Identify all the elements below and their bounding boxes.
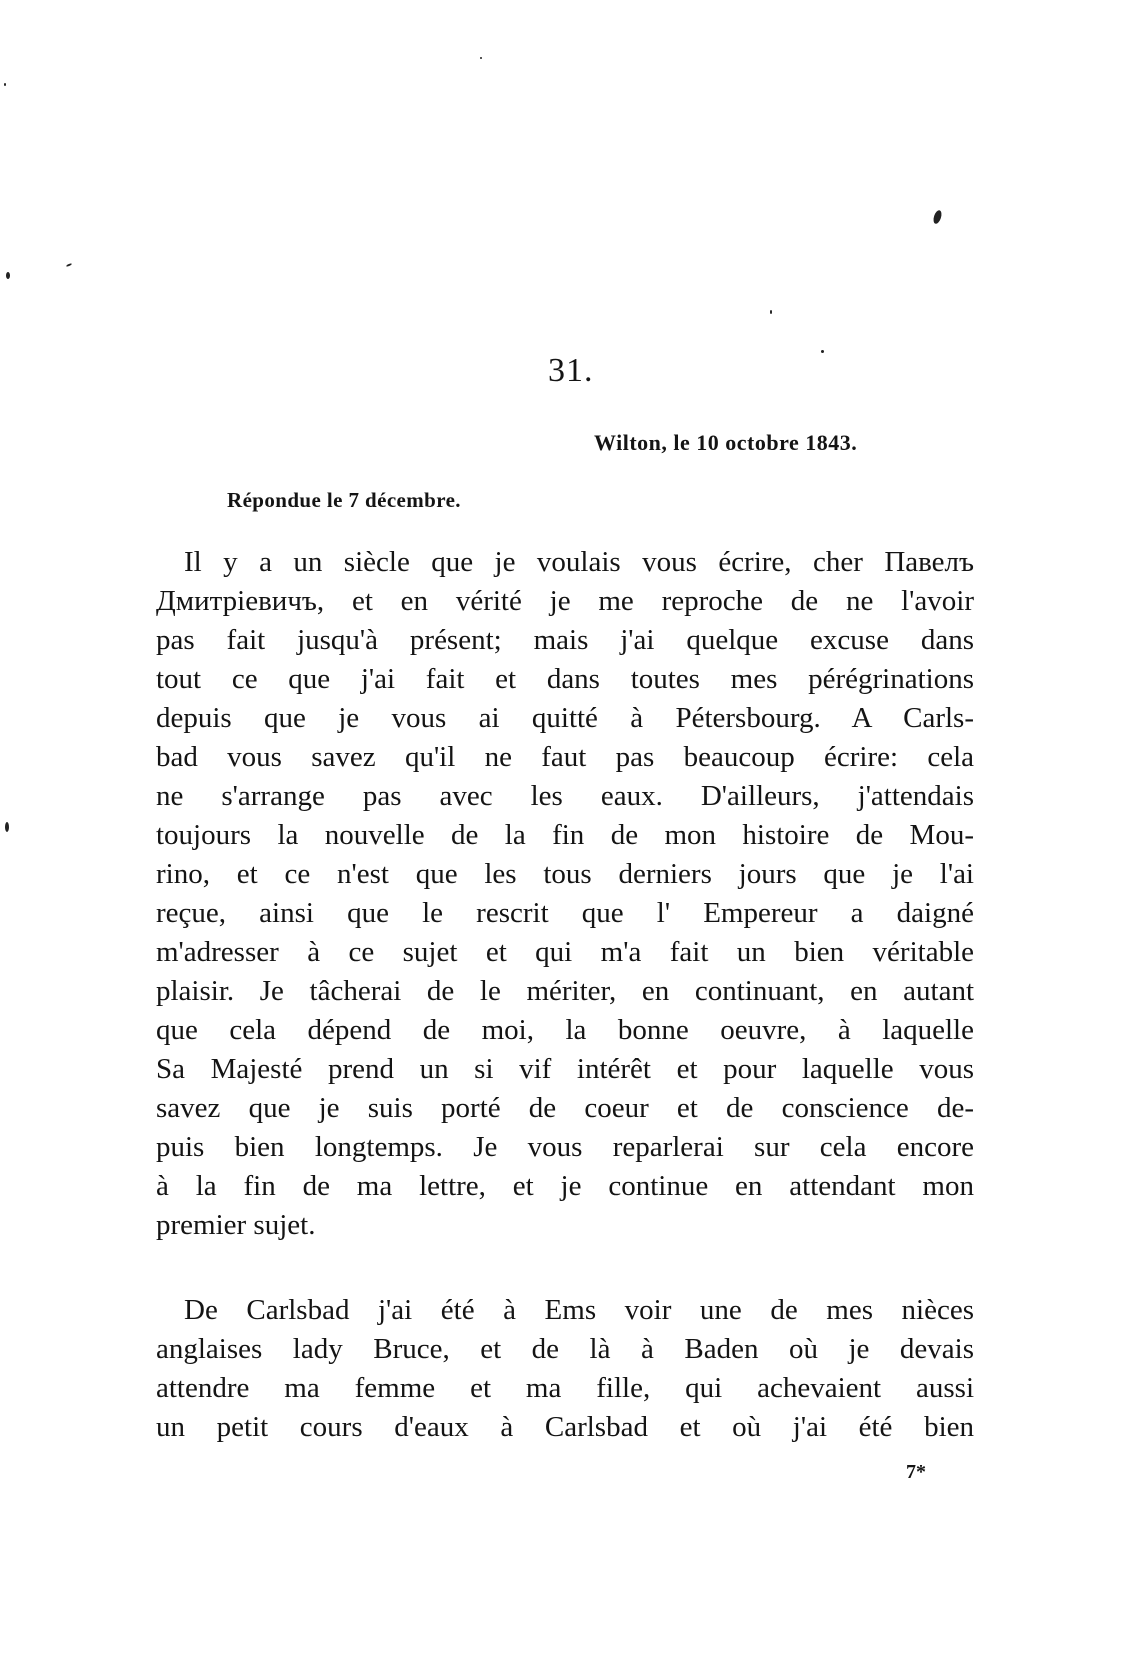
text-line: tout ce que j'ai fait et dans toutes mes pérégrinations [156, 663, 974, 695]
text-line: ne s'arrange pas avec les eaux. D'ailleurs, j'attendais [156, 780, 974, 812]
text-line: que cela dépend de moi, la bonne oeuvre, à laquelle [156, 1014, 974, 1046]
text-line: Sa Majesté prend un si vif intérêt et pour laquelle vous [156, 1053, 974, 1085]
ink-speck [6, 272, 10, 279]
text-line: depuis que je vous ai quitté à Pétersbourg. A Carls- [156, 702, 974, 734]
text-line: attendre ma femme et ma fille, qui achevaient aussi [156, 1372, 974, 1404]
text-line: puis bien longtemps. Je vous reparlerai sur cela encore [156, 1131, 974, 1163]
text-line: rino, et ce n'est que les tous derniers jours que je l'ai [156, 858, 974, 890]
text-line: savez que je suis porté de coeur et de conscience de- [156, 1092, 974, 1124]
ink-speck [821, 350, 824, 353]
text-line: m'adresser à ce sujet et qui m'a fait un bien véritable [156, 936, 974, 968]
text-line: Il y a un siècle que je voulais vous écrire, cher Павелъ [184, 546, 974, 578]
paragraph-1 [156, 543, 974, 1245]
ink-speck [5, 822, 9, 832]
letter-number: 31. [548, 352, 594, 389]
printer-signature-mark: 7* [906, 1461, 926, 1483]
text-line: pas fait jusqu'à présent; mais j'ai quelque excuse dans [156, 624, 974, 656]
ink-speck [770, 310, 772, 314]
text-line: toujours la nouvelle de la fin de mon histoire de Mou- [156, 819, 974, 851]
ink-speck [480, 57, 482, 59]
text-line: reçue, ainsi que le rescrit que l' Empereur a daigné [156, 897, 974, 929]
paragraph-2 [156, 1291, 974, 1447]
ink-speck [932, 209, 943, 224]
letter-dateline: Wilton, le 10 octobre 1843. [594, 430, 858, 455]
text-line: à la fin de ma lettre, et je continue en attendant mon [156, 1170, 974, 1202]
text-line: Дмитріевичъ, et en vérité je me reproche de ne l'avoir [156, 585, 974, 617]
text-line: anglaises lady Bruce, et de là à Baden où je devais [156, 1333, 974, 1365]
text-line: bad vous savez qu'il ne faut pas beaucoup écrire: cela [156, 741, 974, 773]
text-line: premier sujet. [156, 1209, 316, 1241]
text-line: plaisir. Je tâcherai de le mériter, en continuant, en autant [156, 975, 974, 1007]
text-line: un petit cours d'eaux à Carlsbad et où j'ai été bien [156, 1411, 974, 1443]
text-line: De Carlsbad j'ai été à Ems voir une de mes nièces [184, 1294, 974, 1326]
ink-speck [66, 263, 72, 267]
ink-speck [4, 83, 6, 86]
reply-note: Répondue le 7 décembre. [227, 488, 461, 512]
